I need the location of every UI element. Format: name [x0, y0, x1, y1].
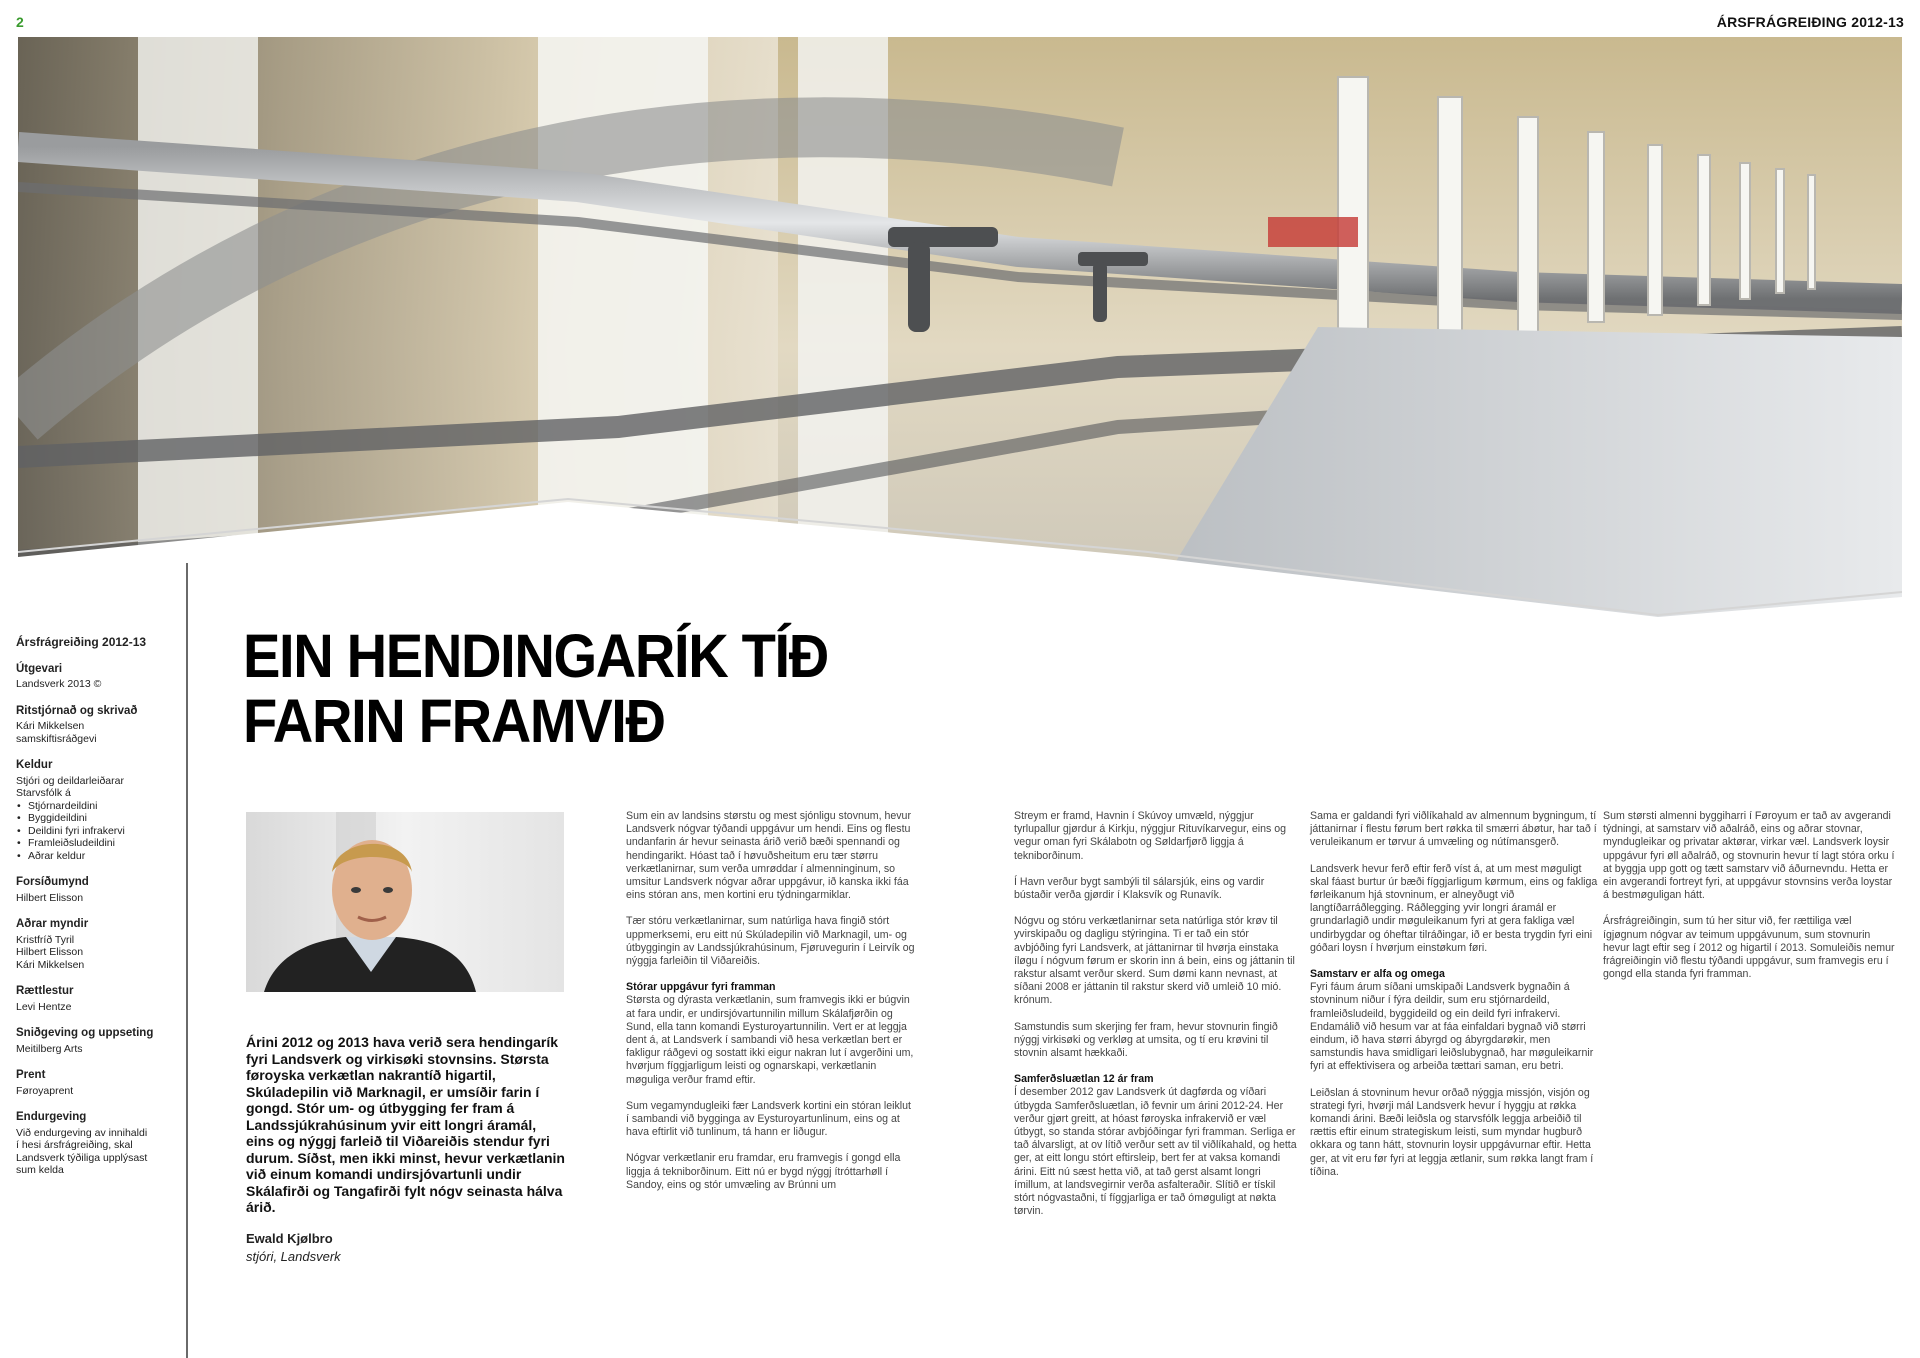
- colophon-line: Við endurgeving av innihaldi: [16, 1126, 148, 1139]
- colophon-line: Meitilberg Arts: [16, 1042, 83, 1055]
- colophon-label: Ritstjórnað og skrivað: [16, 704, 138, 717]
- director-portrait: [246, 812, 564, 992]
- body-paragraph: Í Havn verður bygt sambýli til sálarsjúk, eins og vardir bústaðir verða gjørdir í Klaksvík og Runavík.: [1014, 875, 1265, 902]
- body-paragraph: Sama er galdandi fyri viðlíkahald av almennum bygningum, tí játtanirnar í flestu førum bert røkka til smærri ábøtur, har tað í veruleikanum er tørvur á umvæling og nútímansgerð.: [1310, 810, 1597, 849]
- colophon-label: Forsíðumynd: [16, 876, 89, 888]
- hero-photo: [18, 37, 1902, 657]
- colophon-label: Útgevari: [16, 662, 63, 675]
- body-paragraph: Leiðslan á stovninum hevur orðað nýggja missjón, visjón og strategi fyri, hvørji mál Landsverk hevur í hyggju at røkka komandi árini. Bæði leiðsla og starvsfólk leggja arbeiðið til rættis eftir einum strategiskum leisti, sum myndar hugburð okkara og tann hátt, stovnurin loysir uppgávurnar eftir. Hetta ger, at vit eru før fyri at leggja ætlanir, sum røkka langt fram í tíðina.: [1310, 1086, 1594, 1178]
- colophon-heading: Ársfrágreiðing 2012-13: [16, 635, 147, 649]
- body-paragraph: Sum størsti almenni byggiharri í Føroyum er tað av avgerandi týdningi, at samstarv við aðalráð, eins og aðrar stovnar, myndugleikar og privatar aktørar, virkar væl. Landsverk loysir uppgávur fyri øll aðalráð, og stovnurin hevur tí lagt stóra orku í at byggja upp gott og tætt samstarv við áðurnevndu. Hetta er ein avgerandi fortreyt fyri, at uppgávur stovnsins verða loystar á bestmøguligan hátt.: [1603, 810, 1895, 902]
- body-paragraph: Størsta og dýrasta verkætlanin, sum framvegis ikki er búgvin at fara undir, er undirsjóvartunnilin millum Skálafjørðin og Sund, ella tann komandi Eysturoyartunnilin. Vert er at leggja dent á, at Landsverk í sambandi við hesa verkætlan bert er fakligur ráðgevi og sostatt ikki eigur nakran lut í avgerðini um, hvørjum fíggjarligum leisti og ognarskapi, verkætlanin møguliga verður framd eftir.: [626, 994, 914, 1086]
- body-column-1: [626, 810, 916, 1205]
- colophon-section: [16, 1069, 176, 1097]
- colophon-line: samskiftisráðgevi: [16, 732, 97, 745]
- colophon-bullet: • Deildini fyri infrakervi: [28, 825, 176, 838]
- colophon-label: Rættlestur: [16, 985, 74, 997]
- section-subheading: Samferðsluætlan 12 ár fram: [1014, 1073, 1154, 1086]
- colophon-section: [16, 1111, 176, 1177]
- colophon-bullet: • Stjórnardeildini: [28, 800, 176, 813]
- colophon-line: Hilbert Elisson: [16, 946, 84, 958]
- colophon-bullet-list: [16, 800, 176, 863]
- colophon-line: Levi Hentze: [16, 1000, 72, 1013]
- colophon-bullet: • Aðrar keldur: [28, 850, 176, 863]
- page-title: [243, 624, 828, 754]
- body-paragraph: Í desember 2012 gav Landsverk út dagførda og víðari útbygda Samferðsluætlan, ið fevnir um árini 2012-24. Her verður gjørt greitt, at hóast føroyska infrakervið er væl útbygt, so standa stórar avbjóðingar fyri framman. Serliga er tað álvarsligt, at ov lítið verður sett av til viðlíkahald, og hetta ger, at eitt longu stórt eftirsleip, bert fer at vaksa komandi árini. Eitt nú sæst hetta við, at tað gerst alsamt longri ímillum, at landsvegirnir verða asfalteraðir. Slítið er tískil stórt nógvastaðni, tí fíggjarliga er tað ómøguligt at nøkta tørvin.: [1014, 1086, 1297, 1218]
- lead-paragraph: Árini 2012 og 2013 hava verið sera hendingarík fyri Landsverk og virkisøki stovnsins. Størsta føroyska verkætlan nakrantíð higartil, Skúladepilin við Marknagil, er umsíðir farin í gongd. Stór um- og útbygging fer fram á Landssjúkrahúsinum yvir eitt longri áramál, eins og nýggj farleið til Viðareiðis stendur fyri durum. Síðst, men ikki minst, hevur verkætlanin við einum komandi undirsjóvartunli undir Skálafirði og Tangafirði fylt nógv seinasta hálva árið.: [246, 1034, 565, 1215]
- running-title: ÁRSFRÁGREIÐING 2012-13: [1716, 14, 1904, 30]
- signature-name: Ewald Kjølbro: [246, 1231, 333, 1246]
- colophon-label: Endurgeving: [16, 1111, 87, 1123]
- title-line-1: EIN HENDINGARÍK TÍÐ: [243, 622, 828, 690]
- section-subheading: Stórar uppgávur fyri framman: [626, 981, 776, 994]
- colophon-label: Sniðgeving og uppseting: [16, 1027, 154, 1039]
- colophon-bullet: • Byggideildini: [28, 812, 176, 825]
- body-paragraph: Nógvu og stóru verkætlanirnar seta natúrliga stór krøv til yvirskipaðu og dagligu stýringina. Ti er tað ein stór avbjóðing fyri Landsverk, at játtanirnar til hvørja einstaka íløgu í nógvum førum er skorin inn á bein, eins og játtanin til rakstur alsamt verður skerd. Sum dømi kann nevnast, at síðani 2008 er játtanin til rakstur skerd við umleið 10 mió. krónum.: [1014, 915, 1295, 1007]
- portrait-photo: [246, 812, 564, 992]
- section-subheading: Samstarv er alfa og omega: [1310, 968, 1445, 981]
- colophon-line: Kári Mikkelsen: [16, 720, 85, 732]
- colophon-section: [16, 1027, 176, 1055]
- body-paragraph: Ársfrágreiðingin, sum tú her situr við, fer rættiliga væl ígjøgnum nógvar av teimum uppgávunum, sum stovnurin hevur lagt eftir seg í 2012 og higartil í 2013. Somuleiðis nemur frágreiðingin við flestu týðandi uppgávur, sum framvegis eru í gongd ella standa fyri framman.: [1603, 915, 1895, 981]
- body-paragraph: Sum ein av landsins størstu og mest sjónligu stovnum, hevur Landsverk nógvar týðandi uppgávur um hendi. Eins og flestu undanfarin ár hevur seinasta árið verið bæði spennandi og hendingarikt. Hóast tað í høvuðsheitum eru tær størru verkætlanirnar, sum verða umrøddar í almenninginum, so umsitur Landsverk nógvar aðrar uppgávur, ið kanska ikki fáa eins stóran ans, men kortini eru týdningarmiklar.: [626, 810, 911, 902]
- colophon-line: Føroyaprent: [16, 1084, 74, 1097]
- colophon-line: Landsverk týðiliga upplýsast: [16, 1151, 148, 1164]
- colophon-section: [16, 759, 176, 862]
- colophon-line: Starvsfólk á: [16, 787, 71, 799]
- body-paragraph: Tær stóru verkætlanirnar, sum natúrliga hava fingið stórt uppmerksemi, eru eitt nú Skúladepilin við Marknagil, um- og útbyggingin av Landssjúkrahúsinum, Fjøruvegurin í Leirvík og nýggja farleiðin til Viðareiðis.: [626, 915, 915, 968]
- colophon-section: [16, 985, 176, 1013]
- colophon-label: Keldur: [16, 759, 53, 771]
- body-paragraph: Samstundis sum skerjing fer fram, hevur stovnurin fingið nýggj virkisøki og verkløg at umsita, og tí eru krøvini til stovnin alsamt hækkaði.: [1014, 1020, 1278, 1060]
- body-paragraph: Sum vegamyndugleiki fær Landsverk kortini ein stóran leiklut í sambandi við bygginga av Eysturoyartunlinum, eins og at hava eftirlit við tunlinum, tá hann er liðugur.: [626, 1099, 911, 1139]
- colophon-section: [16, 663, 176, 691]
- colophon-label: Aðrar myndir: [16, 918, 89, 930]
- colophon-line: Hilbert Elisson: [16, 891, 84, 904]
- colophon-section: [16, 918, 176, 971]
- body-column-3: [1310, 810, 1598, 1192]
- colophon-bullet: • Framleiðsludeildini: [28, 837, 176, 850]
- colophon-line: Landsverk 2013 ©: [16, 678, 102, 690]
- colophon-section: [16, 705, 176, 746]
- colophon-line: Stjóri og deildarleiðarar: [16, 774, 124, 787]
- body-column-4: [1603, 810, 1898, 994]
- colophon: [16, 636, 176, 1177]
- signature-role: stjóri, Landsverk: [246, 1249, 341, 1264]
- body-paragraph: Nógvar verkætlanir eru framdar, eru framvegis í gongd ella liggja á tekniborðinum. Eitt nú er bygd nýggj ítróttarhøll í Sandoy, eins og stór umvæling av Brúnni um: [626, 1152, 901, 1191]
- body-column-2: [1014, 810, 1297, 1231]
- colophon-line: Kristfríð Tyril: [16, 933, 75, 946]
- colophon-line: Kári Mikkelsen: [16, 958, 85, 971]
- colophon-line: í hesi ársfrágreiðing, skal: [16, 1139, 133, 1151]
- colophon-label: Prent: [16, 1069, 46, 1081]
- colophon-section: [16, 876, 176, 904]
- body-paragraph: Landsverk hevur ferð eftir ferð víst á, at um mest møguligt skal fáast burtur úr bæði fíggjarligum kørmum, eins og fakliga førleikanum hjá stovninum, er alneyðugt við langtíðarráðlegging. Ráðlegging yvir longri áramál er grundarlagið undir møguleikanum fyri at gera fakliga væl undirbygdar og óheftar tilráðingar, ið er besta trygdin fyri eini góðari loysn í hvørjum einstøkum føri.: [1310, 862, 1598, 954]
- body-paragraph: Streym er framd, Havnin í Skúvoy umvæld, nýggjur tyrlupallur gjørdur á Kirkju, nýggjur Rituvíkarvegur, eins og vegur oman fyri Skálabotn og Søldarfjørð liggja á tekniborðinum.: [1014, 810, 1287, 862]
- colophon-line: sum kelda: [16, 1164, 64, 1176]
- body-paragraph: Fyri fáum árum síðani umskipaði Landsverk bygnaðin á stovninum niður í fýra deildir, sum eru stjórnardeild, framleiðsludeild, byggideild og ein deild fyri infrakervi. Endamálið við hesum var at fáa einfaldari bygnað við størri eindum, ið hava størri ábyrgd og ábyrgdarøkir, men samstundis hava smidligari leiðslubygnað, har møguleikarnir fyri at effektivisera og arbeiða tættari saman, eru betri.: [1310, 981, 1594, 1073]
- bridge-railing-photo: [18, 37, 1902, 657]
- title-line-2: FARIN FRAMVIÐ: [243, 687, 665, 755]
- column-divider: [186, 563, 188, 1358]
- page-number: 2: [16, 14, 24, 30]
